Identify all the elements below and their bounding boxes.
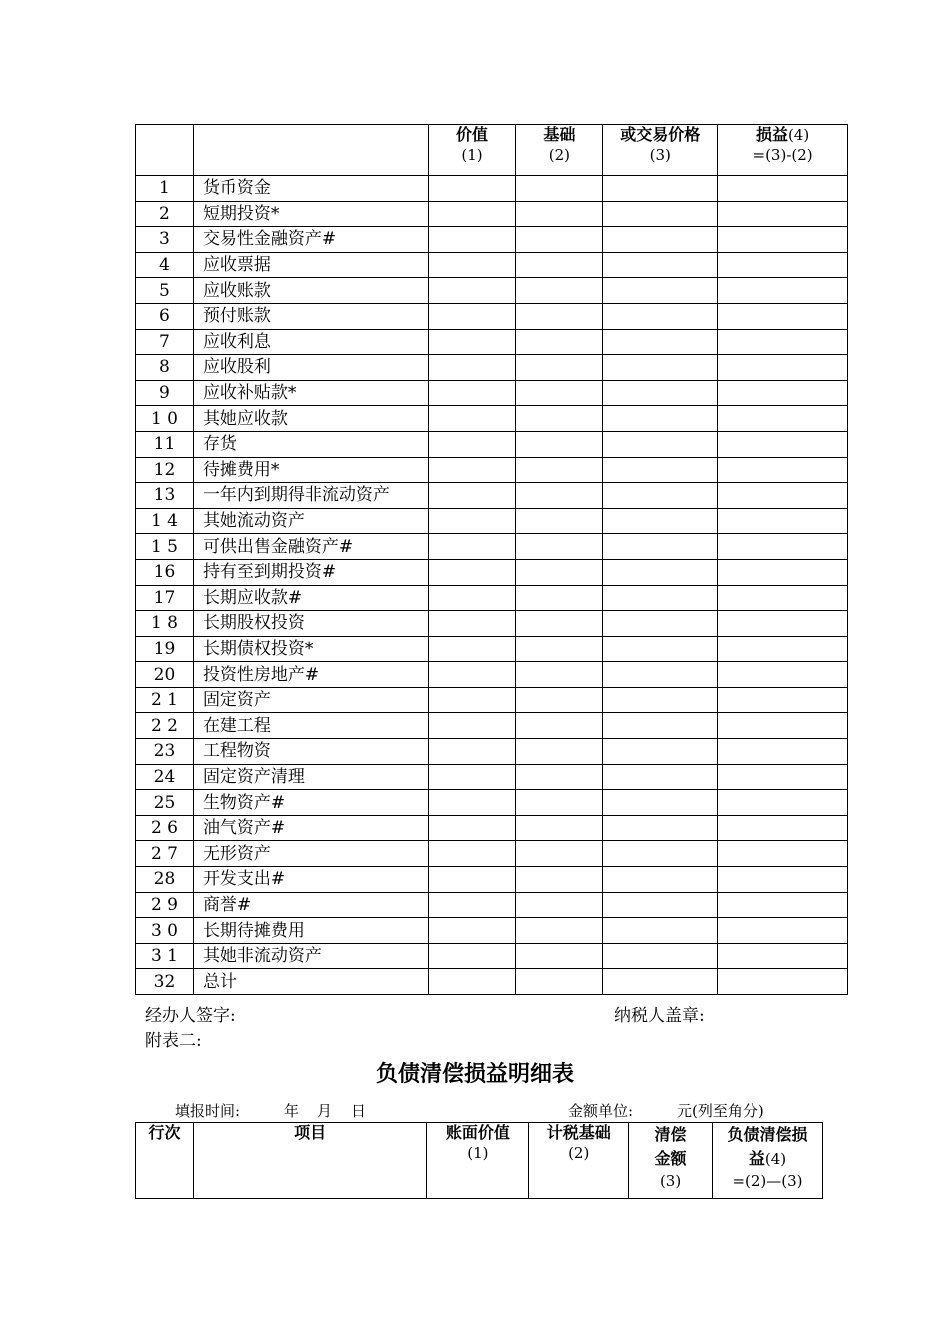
item-name-cell: 长期股权投资 xyxy=(193,611,428,637)
amount-unit-value: 元(列至角分) xyxy=(677,1102,764,1120)
value-cell[interactable] xyxy=(516,201,603,227)
value-cell[interactable] xyxy=(718,662,848,688)
row-number-cell: 2 9 xyxy=(136,892,194,918)
row-number-cell: 2 6 xyxy=(136,815,194,841)
header-cell-book-value: 价值 (1) xyxy=(428,125,516,176)
value-cell[interactable] xyxy=(603,764,718,790)
item-name-cell: 交易性金融资产# xyxy=(193,227,428,253)
table-row xyxy=(136,252,848,278)
value-cell[interactable] xyxy=(516,176,603,202)
row-number-cell: 23 xyxy=(136,739,194,765)
value-cell[interactable] xyxy=(428,431,516,457)
table-row xyxy=(136,534,848,560)
value-cell[interactable] xyxy=(516,739,603,765)
row-number-cell: 19 xyxy=(136,636,194,662)
liability-settlement-table xyxy=(135,1122,823,1199)
fill-day-label: 日 xyxy=(351,1102,367,1120)
value-cell[interactable] xyxy=(718,380,848,406)
table-row xyxy=(136,918,848,944)
value-cell[interactable] xyxy=(718,969,848,995)
value-cell[interactable] xyxy=(516,662,603,688)
item-name-cell: 货币资金 xyxy=(193,176,428,202)
handler-signature-label: 经办人签字: xyxy=(145,1006,236,1026)
value-cell[interactable] xyxy=(718,585,848,611)
value-cell[interactable] xyxy=(516,764,603,790)
table-row xyxy=(136,406,848,432)
row-number-cell: 25 xyxy=(136,790,194,816)
item-name-cell: 应收利息 xyxy=(193,329,428,355)
value-cell[interactable] xyxy=(603,457,718,483)
row-number-cell: 32 xyxy=(136,969,194,995)
row-number-cell: 11 xyxy=(136,431,194,457)
item-name-cell: 应收账款 xyxy=(193,278,428,304)
value-cell[interactable] xyxy=(718,918,848,944)
table-row xyxy=(136,431,848,457)
value-cell[interactable] xyxy=(718,559,848,585)
item-name-cell: 待摊费用* xyxy=(193,457,428,483)
table-header-row xyxy=(136,1123,823,1199)
value-cell[interactable] xyxy=(516,611,603,637)
item-name-cell: 生物资产# xyxy=(193,790,428,816)
row-number-cell: 2 7 xyxy=(136,841,194,867)
value-cell[interactable] xyxy=(516,892,603,918)
fill-month-label: 月 xyxy=(317,1102,333,1120)
taxpayer-seal-label: 纳税人盖章: xyxy=(614,1006,705,1026)
table-row xyxy=(136,559,848,585)
table-row xyxy=(136,636,848,662)
value-cell[interactable] xyxy=(603,815,718,841)
value-cell[interactable] xyxy=(603,918,718,944)
value-cell[interactable] xyxy=(516,585,603,611)
item-name-cell: 应收股利 xyxy=(193,355,428,381)
item-name-cell: 无形资产 xyxy=(193,841,428,867)
value-cell[interactable] xyxy=(428,662,516,688)
value-cell[interactable] xyxy=(428,457,516,483)
value-cell[interactable] xyxy=(428,585,516,611)
value-cell[interactable] xyxy=(718,457,848,483)
header-cell-item xyxy=(193,125,428,176)
value-cell[interactable] xyxy=(603,892,718,918)
value-cell[interactable] xyxy=(603,867,718,893)
row-number-cell: 20 xyxy=(136,662,194,688)
table-row xyxy=(136,687,848,713)
value-cell[interactable] xyxy=(516,790,603,816)
value-cell[interactable] xyxy=(428,918,516,944)
value-cell[interactable] xyxy=(718,943,848,969)
table-row xyxy=(136,508,848,534)
value-cell[interactable] xyxy=(428,611,516,637)
value-cell[interactable] xyxy=(428,252,516,278)
value-cell[interactable] xyxy=(516,687,603,713)
value-cell[interactable] xyxy=(516,329,603,355)
fill-time-label: 填报时间: xyxy=(175,1102,241,1120)
value-cell[interactable] xyxy=(516,508,603,534)
value-cell[interactable] xyxy=(603,355,718,381)
item-name-cell: 长期应收款# xyxy=(193,585,428,611)
value-cell[interactable] xyxy=(428,534,516,560)
attachment-label: 附表二: xyxy=(145,1031,202,1051)
row-number-cell: 2 2 xyxy=(136,713,194,739)
value-cell[interactable] xyxy=(718,636,848,662)
value-cell[interactable] xyxy=(603,303,718,329)
value-cell[interactable] xyxy=(428,969,516,995)
header-cell-row-no xyxy=(136,125,194,176)
value-cell[interactable] xyxy=(516,431,603,457)
value-cell[interactable] xyxy=(718,355,848,381)
value-cell[interactable] xyxy=(516,252,603,278)
header-cell-book-value: 账面价值 (1) xyxy=(427,1123,529,1199)
row-number-cell: 13 xyxy=(136,483,194,509)
value-cell[interactable] xyxy=(718,534,848,560)
item-name-cell: 应收补贴款* xyxy=(193,380,428,406)
value-cell[interactable] xyxy=(428,278,516,304)
item-name-cell: 工程物资 xyxy=(193,739,428,765)
table-row xyxy=(136,176,848,202)
row-number-cell: 3 0 xyxy=(136,918,194,944)
value-cell[interactable] xyxy=(516,278,603,304)
value-cell[interactable] xyxy=(603,585,718,611)
row-number-cell: 1 5 xyxy=(136,534,194,560)
value-cell[interactable] xyxy=(516,841,603,867)
header-cell-settlement-amount: 清偿金额 (3) xyxy=(629,1123,713,1199)
row-number-cell: 2 xyxy=(136,201,194,227)
row-number-cell: 1 4 xyxy=(136,508,194,534)
item-name-cell: 存货 xyxy=(193,431,428,457)
value-cell[interactable] xyxy=(718,278,848,304)
value-cell[interactable] xyxy=(428,508,516,534)
table-row xyxy=(136,969,848,995)
item-name-cell: 固定资产清理 xyxy=(193,764,428,790)
asset-disposal-table xyxy=(135,124,848,995)
item-name-cell: 可供出售金融资产# xyxy=(193,534,428,560)
table-header-row xyxy=(136,125,848,176)
value-cell[interactable] xyxy=(603,559,718,585)
amount-unit-label: 金额单位: xyxy=(568,1102,634,1120)
item-name-cell: 总计 xyxy=(193,969,428,995)
value-cell[interactable] xyxy=(603,636,718,662)
value-cell[interactable] xyxy=(516,713,603,739)
value-cell[interactable] xyxy=(603,534,718,560)
row-number-cell: 1 0 xyxy=(136,406,194,432)
table-row xyxy=(136,457,848,483)
value-cell[interactable] xyxy=(603,739,718,765)
value-cell[interactable] xyxy=(428,201,516,227)
table-row xyxy=(136,764,848,790)
value-cell[interactable] xyxy=(603,406,718,432)
value-cell[interactable] xyxy=(516,559,603,585)
table-row xyxy=(136,380,848,406)
row-number-cell: 6 xyxy=(136,303,194,329)
value-cell[interactable] xyxy=(428,790,516,816)
item-name-cell: 开发支出# xyxy=(193,867,428,893)
value-cell[interactable] xyxy=(428,687,516,713)
value-cell[interactable] xyxy=(603,508,718,534)
value-cell[interactable] xyxy=(428,815,516,841)
value-cell[interactable] xyxy=(428,713,516,739)
table-row xyxy=(136,790,848,816)
value-cell[interactable] xyxy=(428,355,516,381)
value-cell[interactable] xyxy=(516,355,603,381)
item-name-cell: 持有至到期投资# xyxy=(193,559,428,585)
table-row xyxy=(136,355,848,381)
header-cell-gain-loss: 损益(4) =(3)-(2) xyxy=(718,125,848,176)
header-cell-tax-basis: 计税基础 (2) xyxy=(529,1123,629,1199)
item-name-cell: 油气资产# xyxy=(193,815,428,841)
header-cell-settlement-gain-loss: 负债清偿损益(4) =(2)—(3) xyxy=(713,1123,823,1199)
table-row xyxy=(136,201,848,227)
value-cell[interactable] xyxy=(718,764,848,790)
value-cell[interactable] xyxy=(516,969,603,995)
item-name-cell: 其她非流动资产 xyxy=(193,943,428,969)
item-name-cell: 短期投资* xyxy=(193,201,428,227)
value-cell[interactable] xyxy=(718,611,848,637)
value-cell[interactable] xyxy=(718,483,848,509)
row-number-cell: 5 xyxy=(136,278,194,304)
table-row xyxy=(136,303,848,329)
value-cell[interactable] xyxy=(516,918,603,944)
item-name-cell: 商誉# xyxy=(193,892,428,918)
value-cell[interactable] xyxy=(718,841,848,867)
row-number-cell: 17 xyxy=(136,585,194,611)
item-name-cell: 应收票据 xyxy=(193,252,428,278)
value-cell[interactable] xyxy=(718,713,848,739)
value-cell[interactable] xyxy=(516,380,603,406)
value-cell[interactable] xyxy=(516,636,603,662)
value-cell[interactable] xyxy=(516,227,603,253)
value-cell[interactable] xyxy=(718,431,848,457)
value-cell[interactable] xyxy=(516,406,603,432)
value-cell[interactable] xyxy=(516,534,603,560)
table-row xyxy=(136,841,848,867)
value-cell[interactable] xyxy=(603,790,718,816)
value-cell[interactable] xyxy=(428,176,516,202)
item-name-cell: 预付账款 xyxy=(193,303,428,329)
value-cell[interactable] xyxy=(428,764,516,790)
row-number-cell: 16 xyxy=(136,559,194,585)
table-row xyxy=(136,713,848,739)
row-number-cell: 1 8 xyxy=(136,611,194,637)
table-row xyxy=(136,815,848,841)
row-number-cell: 28 xyxy=(136,867,194,893)
value-cell[interactable] xyxy=(428,636,516,662)
value-cell[interactable] xyxy=(718,739,848,765)
row-number-cell: 9 xyxy=(136,380,194,406)
item-name-cell: 其她应收款 xyxy=(193,406,428,432)
row-number-cell: 8 xyxy=(136,355,194,381)
value-cell[interactable] xyxy=(603,176,718,202)
value-cell[interactable] xyxy=(603,227,718,253)
value-cell[interactable] xyxy=(603,943,718,969)
value-cell[interactable] xyxy=(428,380,516,406)
value-cell[interactable] xyxy=(428,303,516,329)
value-cell[interactable] xyxy=(603,329,718,355)
item-name-cell: 长期债权投资* xyxy=(193,636,428,662)
value-cell[interactable] xyxy=(718,252,848,278)
table-row xyxy=(136,867,848,893)
value-cell[interactable] xyxy=(603,611,718,637)
page-title: 负债清偿损益明细表 xyxy=(375,1062,574,1087)
header-cell-transaction-price: 或交易价格 (3) xyxy=(603,125,718,176)
row-number-cell: 7 xyxy=(136,329,194,355)
table-row xyxy=(136,739,848,765)
row-number-cell: 1 xyxy=(136,176,194,202)
value-cell[interactable] xyxy=(428,483,516,509)
value-cell[interactable] xyxy=(718,329,848,355)
table-row xyxy=(136,329,848,355)
table-row xyxy=(136,611,848,637)
item-name-cell: 其她流动资产 xyxy=(193,508,428,534)
item-name-cell: 在建工程 xyxy=(193,713,428,739)
value-cell[interactable] xyxy=(718,815,848,841)
value-cell[interactable] xyxy=(428,739,516,765)
value-cell[interactable] xyxy=(718,892,848,918)
row-number-cell: 3 xyxy=(136,227,194,253)
value-cell[interactable] xyxy=(603,252,718,278)
header-cell-tax-basis: 基础 (2) xyxy=(516,125,603,176)
value-cell[interactable] xyxy=(428,841,516,867)
table-row xyxy=(136,662,848,688)
value-cell[interactable] xyxy=(516,943,603,969)
value-cell[interactable] xyxy=(428,867,516,893)
row-number-cell: 4 xyxy=(136,252,194,278)
item-name-cell: 长期待摊费用 xyxy=(193,918,428,944)
value-cell[interactable] xyxy=(603,713,718,739)
value-cell[interactable] xyxy=(603,662,718,688)
value-cell[interactable] xyxy=(718,227,848,253)
value-cell[interactable] xyxy=(603,841,718,867)
row-number-cell: 2 1 xyxy=(136,687,194,713)
value-cell[interactable] xyxy=(603,431,718,457)
value-cell[interactable] xyxy=(718,508,848,534)
item-name-cell: 投资性房地产# xyxy=(193,662,428,688)
value-cell[interactable] xyxy=(428,559,516,585)
value-cell[interactable] xyxy=(603,380,718,406)
row-number-cell: 12 xyxy=(136,457,194,483)
table-row xyxy=(136,278,848,304)
value-cell[interactable] xyxy=(428,892,516,918)
table-row xyxy=(136,943,848,969)
value-cell[interactable] xyxy=(718,406,848,432)
value-cell[interactable] xyxy=(603,278,718,304)
value-cell[interactable] xyxy=(718,303,848,329)
value-cell[interactable] xyxy=(718,790,848,816)
value-cell[interactable] xyxy=(516,303,603,329)
value-cell[interactable] xyxy=(603,483,718,509)
value-cell[interactable] xyxy=(718,867,848,893)
table-row xyxy=(136,892,848,918)
value-cell[interactable] xyxy=(516,815,603,841)
value-cell[interactable] xyxy=(603,687,718,713)
value-cell[interactable] xyxy=(718,687,848,713)
value-cell[interactable] xyxy=(603,201,718,227)
value-cell[interactable] xyxy=(516,483,603,509)
value-cell[interactable] xyxy=(428,406,516,432)
value-cell[interactable] xyxy=(718,201,848,227)
header-cell-row-no: 行次 xyxy=(136,1123,194,1199)
fill-year-label: 年 xyxy=(284,1102,300,1120)
value-cell[interactable] xyxy=(428,227,516,253)
table-row xyxy=(136,483,848,509)
value-cell[interactable] xyxy=(428,943,516,969)
row-number-cell: 3 1 xyxy=(136,943,194,969)
value-cell[interactable] xyxy=(516,457,603,483)
value-cell[interactable] xyxy=(516,867,603,893)
item-name-cell: 固定资产 xyxy=(193,687,428,713)
header-cell-item: 项目 xyxy=(193,1123,427,1199)
value-cell[interactable] xyxy=(718,176,848,202)
table-row xyxy=(136,585,848,611)
value-cell[interactable] xyxy=(428,329,516,355)
table-row xyxy=(136,227,848,253)
item-name-cell: 一年内到期得非流动资产 xyxy=(193,483,428,509)
value-cell[interactable] xyxy=(603,969,718,995)
row-number-cell: 24 xyxy=(136,764,194,790)
